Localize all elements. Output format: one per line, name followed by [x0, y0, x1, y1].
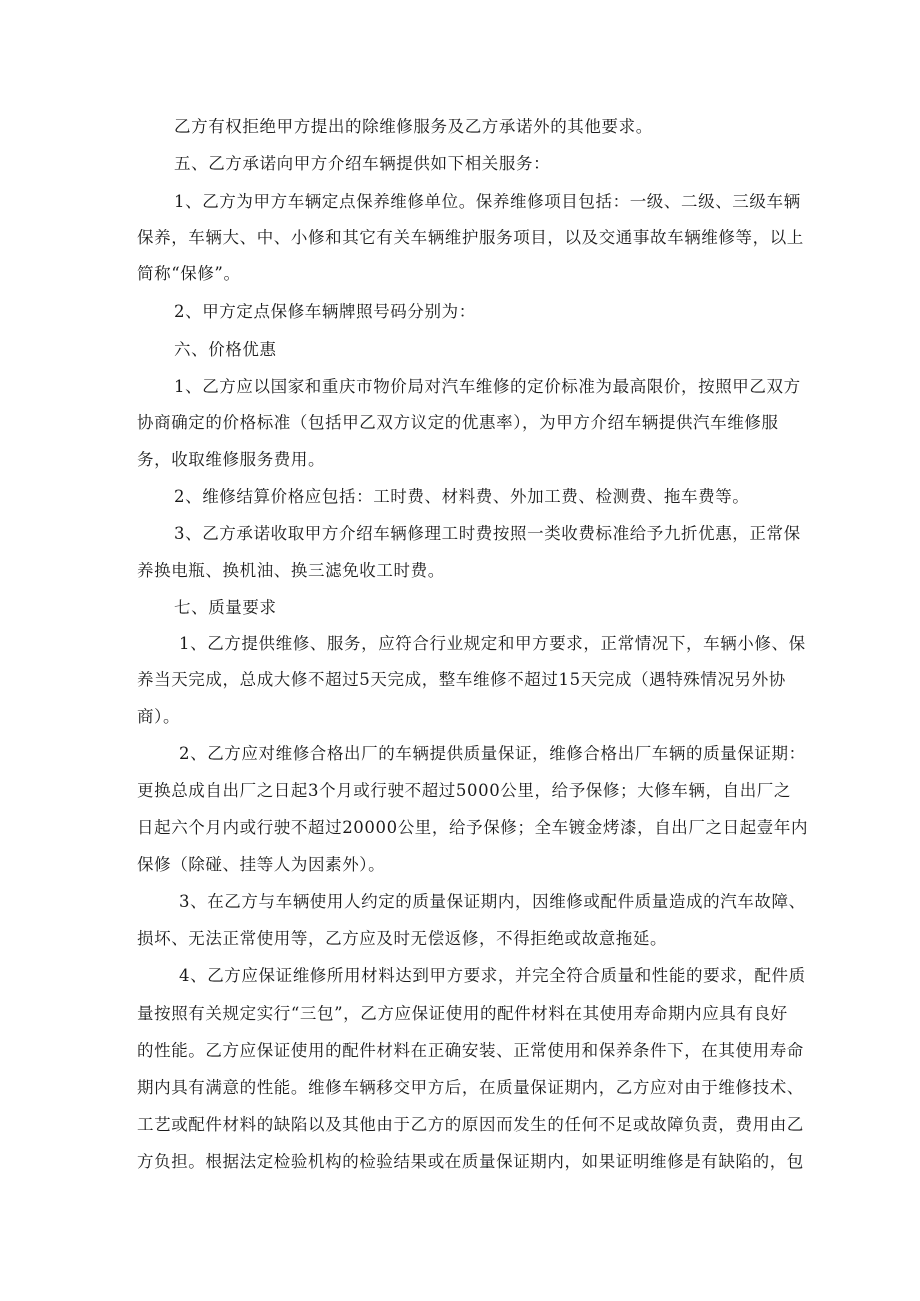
section-heading-7: 七、质量要求: [174, 598, 277, 617]
paragraph-line: 更换总成自出厂之日起3个月或行驶不超过5000公里，给予保修；大修车辆，自出厂之: [137, 781, 791, 800]
paragraph-line: 务，收取维修服务费用。: [137, 450, 326, 469]
paragraph-line: 保修（除碰、挂等人为因素外）。: [137, 855, 386, 874]
paragraph-line: 1、乙方为甲方车辆定点保养维修单位。保养维修项目包括：一级、二级、三级车辆: [174, 192, 801, 211]
paragraph-line: 4、乙方应保证维修所用材料达到甲方要求，并完全符合质量和性能的要求，配件质: [179, 966, 806, 985]
paragraph-line: 保养，车辆大、中、小修和其它有关车辆维护服务项目，以及交通事故车辆维修等，以上: [137, 228, 804, 247]
paragraph-line: 协商确定的价格标准（包括甲乙双方议定的优惠率），为甲方介绍车辆提供汽车维修服: [137, 413, 779, 432]
paragraph-line: 2、维修结算价格应包括：工时费、材料费、外加工费、检测费、拖车费等。: [174, 487, 750, 506]
paragraph-line: 3、乙方承诺收取甲方介绍车辆修理工时费按照一类收费标准给予九折优惠，正常保: [174, 524, 801, 543]
paragraph-line: 养换电瓶、换机油、换三滤免收工时费。: [137, 561, 445, 580]
section-heading-5: 五、乙方承诺向甲方介绍车辆提供如下相关服务：: [174, 154, 551, 173]
paragraph-line: 商）。: [137, 707, 181, 726]
paragraph-line: 3、在乙方与车辆使用人约定的质量保证期内，因维修或配件质量造成的汽车故障、: [179, 892, 806, 911]
paragraph-line: 乙方有权拒绝甲方提出的除维修服务及乙方承诺外的其他要求。: [174, 117, 653, 136]
paragraph-line: 的性能。乙方应保证使用的配件材料在正确安装、正常使用和保养条件下，在其使用寿命: [137, 1041, 804, 1060]
paragraph-line: 1、乙方应以国家和重庆市物价局对汽车维修的定价标准为最高限价，按照甲乙双方: [174, 377, 801, 396]
paragraph-line: 量按照有关规定实行“三包”，乙方应保证使用的配件材料在其使用寿命期内应具有良好: [137, 1004, 788, 1023]
paragraph-line: 1、乙方提供维修、服务，应符合行业规定和甲方要求，正常情况下，车辆小修、保: [179, 634, 806, 653]
paragraph-line: 期内具有满意的性能。维修车辆移交甲方后，在质量保证期内，乙方应对由于维修技术、: [137, 1078, 804, 1097]
paragraph-line: 损坏、无法正常使用等，乙方应及时无偿返修，不得拒绝或故意拖延。: [137, 929, 668, 948]
paragraph-line: 工艺或配件材料的缺陷以及其他由于乙方的原因而发生的任何不足或故障负责，费用由乙: [137, 1115, 804, 1134]
paragraph-line: 养当天完成，总成大修不超过5天完成，整车维修不超过15天完成（遇特殊情况另外协: [137, 670, 786, 689]
section-heading-6: 六、价格优惠: [174, 340, 277, 359]
paragraph-line: 2、甲方定点保修车辆牌照号码分别为：: [174, 302, 476, 321]
paragraph-line: 2、乙方应对维修合格出厂的车辆提供质量保证，维修合格出厂车辆的质量保证期：: [179, 744, 806, 763]
paragraph-line: 日起六个月内或行驶不超过20000公里，给予保修；全车镀金烤漆，自出厂之日起壹年内: [137, 818, 809, 837]
paragraph-line: 简称“保修”。: [137, 264, 241, 283]
paragraph-line: 方负担。根据法定检验机构的检验结果或在质量保证期内，如果证明维修是有缺陷的，包: [137, 1152, 804, 1171]
